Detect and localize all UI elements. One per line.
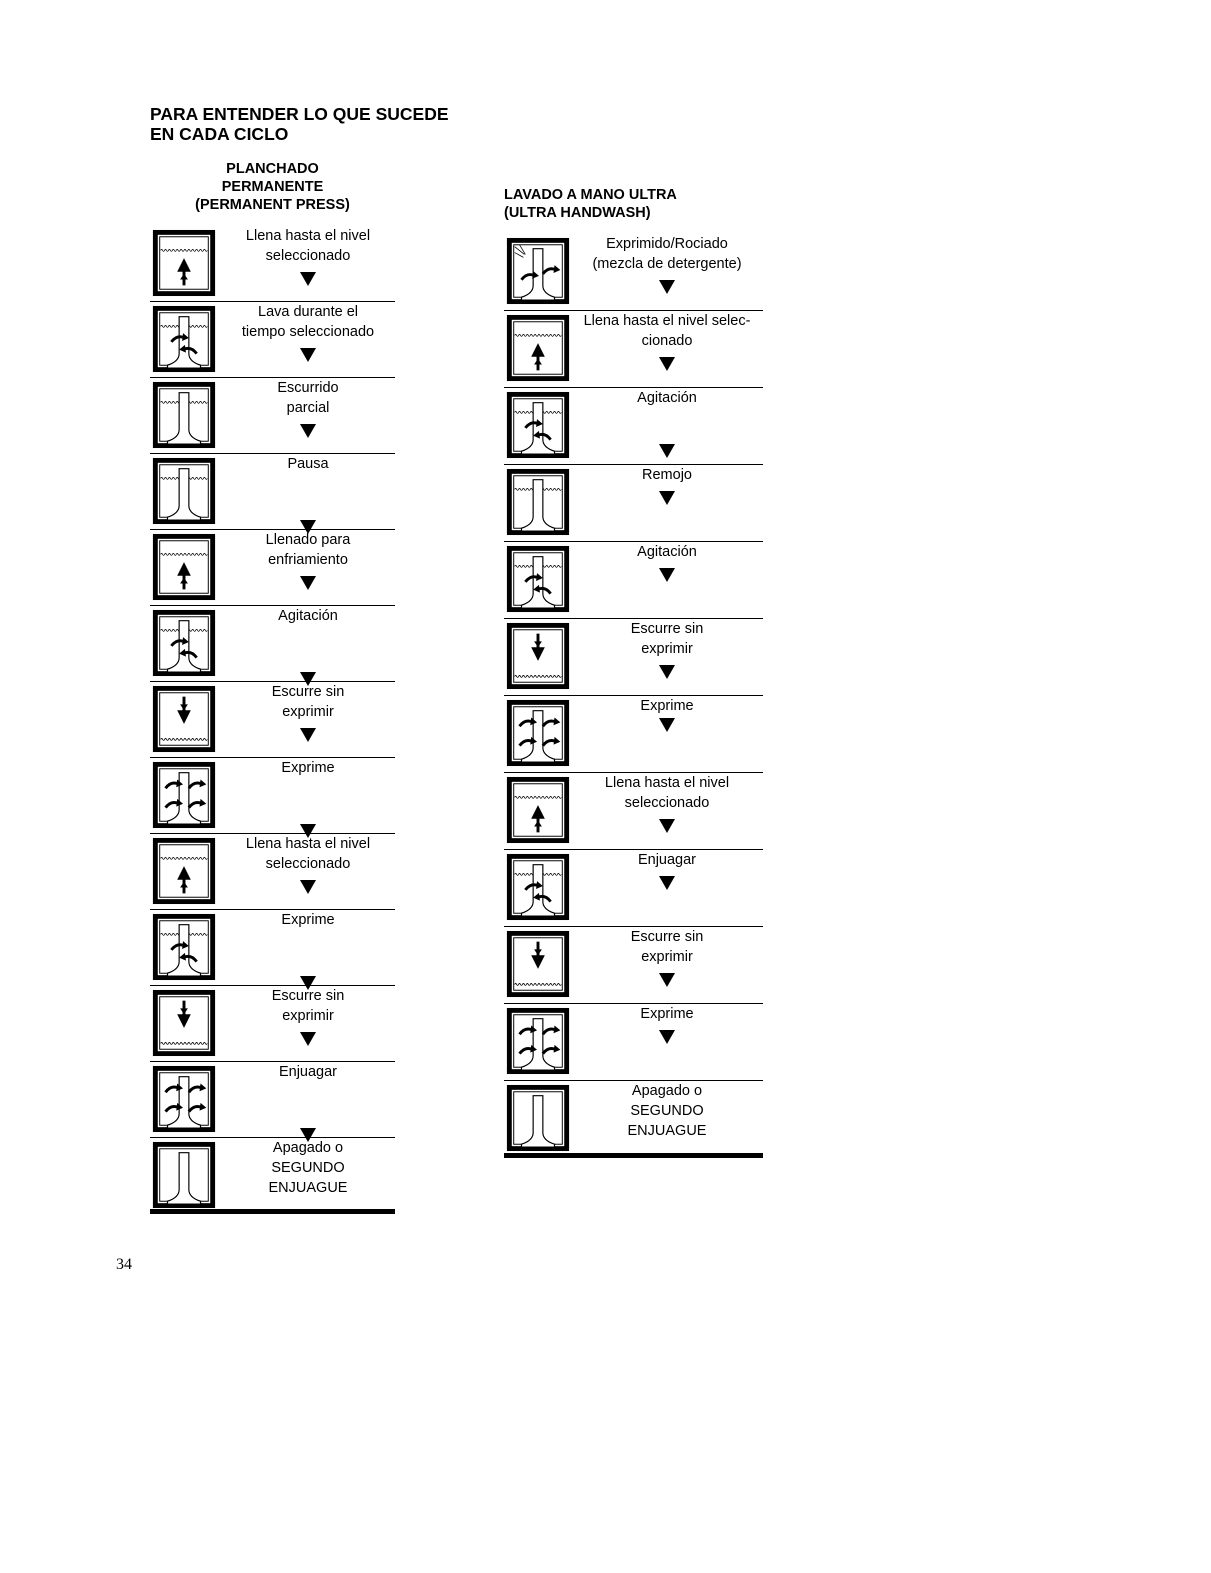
cycle-step-text (572, 927, 762, 967)
cycle-step (504, 850, 763, 927)
cycle-step-label: Llenado para (265, 532, 351, 548)
cycle-step-text (222, 910, 394, 930)
cycle-step-label: Agitación (278, 608, 338, 624)
cycle-fill-icon (150, 837, 218, 905)
next-step-arrow-icon (659, 876, 675, 890)
cycle-step (150, 758, 395, 834)
cycle-agitate-icon (504, 545, 572, 613)
cycle-drain-icon (504, 930, 572, 998)
cycle-step-label: exprimir (641, 641, 693, 657)
permanent-press-step-list (150, 226, 395, 1214)
cycle-step-text (222, 1062, 394, 1082)
cycle-step-text (572, 465, 762, 485)
cycle-step-label: Escurre sin (630, 621, 704, 637)
cycle-spin-icon (150, 1065, 218, 1133)
cycle-step-text (222, 454, 394, 474)
cycle-step-text (572, 619, 762, 659)
cycle-step-label: Llena hasta el nivel (245, 228, 371, 244)
cycle-step-label: Enjuagar (278, 1064, 338, 1080)
cycle-step-label: ENJUAGUE (627, 1123, 707, 1139)
cycle-spin-icon (150, 761, 218, 829)
next-step-arrow-icon (659, 819, 675, 833)
next-step-arrow-icon (659, 665, 675, 679)
cycle-drain-icon (504, 622, 572, 690)
next-step-arrow-icon (659, 491, 675, 505)
cycle-step (504, 311, 763, 388)
cycle-step-text (572, 388, 762, 408)
next-step-arrow-icon (659, 280, 675, 294)
cycle-step (504, 1004, 763, 1081)
cycle-step (150, 226, 395, 302)
cycle-step-text (222, 302, 394, 342)
ultra-handwash-title (504, 186, 677, 222)
cycle-agitate-icon (504, 853, 572, 921)
cycle-drain-icon (150, 685, 218, 753)
cycle-step-label: Escurre sin (271, 988, 345, 1004)
cycle-step (504, 1081, 763, 1158)
permanent-press-title (150, 160, 395, 214)
cycle-step (504, 696, 763, 773)
cycle-step (150, 1062, 395, 1138)
cycle-step-text (572, 773, 762, 813)
next-step-arrow-icon (300, 424, 316, 438)
cycle-empty-icon (150, 1141, 218, 1209)
cycle-step-text (222, 986, 394, 1026)
cycle-step-label: Lava durante el (258, 304, 358, 320)
next-step-arrow-icon (300, 880, 316, 894)
cycle-step-label: SEGUNDO (271, 1160, 345, 1176)
cycle-basket-icon (150, 457, 218, 525)
cycle-step-text (222, 530, 394, 570)
cycle-fill-icon (504, 776, 572, 844)
cycle-step-label: Escurrido (277, 380, 339, 396)
cycle-fill-icon (150, 533, 218, 601)
cycle-step-label: Agitación (637, 390, 697, 406)
cycle-step-label: Exprime (281, 760, 335, 776)
cycle-basket-icon (150, 381, 218, 449)
cycle-step-label: Agitación (637, 544, 697, 560)
cycle-step-label: Exprime (281, 912, 335, 928)
next-step-arrow-icon (659, 568, 675, 582)
cycle-step-label: ENJUAGUE (268, 1180, 348, 1196)
cycle-step-text (572, 696, 762, 716)
cycle-step-label: exprimir (641, 949, 693, 965)
cycle-step-label: Apagado o (272, 1140, 344, 1156)
cycle-step-label: exprimir (282, 1008, 334, 1024)
cycle-step-label: enfriamiento (268, 552, 348, 568)
cycle-step (150, 302, 395, 378)
cycle-agitate-icon (504, 391, 572, 459)
cycle-step-text (222, 682, 394, 722)
cycle-step (504, 927, 763, 1004)
next-step-arrow-icon (300, 272, 316, 286)
cycle-step (504, 619, 763, 696)
cycle-step-label: Llena hasta el nivel (604, 775, 730, 791)
cycle-step (504, 234, 763, 311)
cycle-step (150, 682, 395, 758)
next-step-arrow-icon (300, 1032, 316, 1046)
cycle-agitate-icon (150, 305, 218, 373)
cycle-step-text (222, 834, 394, 874)
cycle-step-text (572, 1081, 762, 1141)
cycle-step (150, 1138, 395, 1214)
cycle-step-text (222, 226, 394, 266)
ultra-handwash-title-line: LAVADO A MANO ULTRA (504, 187, 677, 203)
cycle-step (150, 986, 395, 1062)
cycle-step-label: parcial (286, 400, 330, 416)
cycle-step-label: Escurre sin (271, 684, 345, 700)
cycle-step-label: Llena hasta el nivel (245, 836, 371, 852)
cycle-step-text (572, 850, 762, 870)
cycle-step-label: Llena hasta el nivel selec- (583, 313, 751, 329)
page-heading-line-1: PARA ENTENDER LO QUE SUCEDE (150, 104, 449, 124)
cycle-basket-icon (504, 468, 572, 536)
cycle-empty-icon (504, 1084, 572, 1152)
cycle-spin-icon (504, 699, 572, 767)
cycle-step-label: Apagado o (631, 1083, 703, 1099)
next-step-arrow-icon (659, 718, 675, 732)
cycle-step-text (222, 378, 394, 418)
cycle-step (150, 378, 395, 454)
cycle-fill-icon (504, 314, 572, 382)
ultra-handwash-title-line: (ULTRA HANDWASH) (504, 205, 651, 221)
next-step-arrow-icon (659, 973, 675, 987)
cycle-drain-icon (150, 989, 218, 1057)
cycle-fill-icon (150, 229, 218, 297)
cycle-step-text (572, 1004, 762, 1024)
cycle-step-text (572, 542, 762, 562)
cycle-step-label: seleccionado (265, 248, 351, 264)
permanent-press-title-line: (PERMANENT PRESS) (195, 197, 350, 213)
cycle-step-label: exprimir (282, 704, 334, 720)
page-number: 34 (116, 1256, 132, 1273)
next-step-arrow-icon (300, 728, 316, 742)
cycle-step-text (222, 758, 394, 778)
cycle-agitate-icon (150, 913, 218, 981)
cycle-spin-icon (504, 1007, 572, 1075)
cycle-step-label: Exprime (640, 1006, 694, 1022)
next-step-arrow-icon (659, 1030, 675, 1044)
cycle-spray-icon (504, 237, 572, 305)
cycle-step-label: tiempo seleccionado (241, 324, 375, 340)
cycle-step (504, 773, 763, 850)
cycle-step-text (572, 311, 762, 351)
cycle-step-text (572, 234, 762, 274)
cycle-step (150, 834, 395, 910)
next-step-arrow-icon (659, 444, 675, 458)
permanent-press-title-line: PERMANENTE (221, 179, 324, 195)
cycle-step-label: Escurre sin (630, 929, 704, 945)
cycle-step-label: cionado (641, 333, 693, 349)
cycle-step (504, 465, 763, 542)
cycle-step-label: Pausa (287, 456, 329, 472)
cycle-step-label: SEGUNDO (630, 1103, 704, 1119)
cycle-step (504, 388, 763, 465)
next-step-arrow-icon (300, 576, 316, 590)
cycle-step (150, 454, 395, 530)
cycle-step (150, 530, 395, 606)
cycle-step-label: Remojo (642, 467, 692, 483)
cycle-agitate-icon (150, 609, 218, 677)
cycle-step (504, 542, 763, 619)
next-step-arrow-icon (300, 348, 316, 362)
cycle-step-text (222, 606, 394, 626)
cycle-step-label: (mezcla de detergente) (592, 256, 742, 272)
cycle-step (150, 910, 395, 986)
cycle-step-label: seleccionado (624, 795, 710, 811)
page-heading (150, 104, 449, 144)
page-heading-line-2: EN CADA CICLO (150, 124, 289, 144)
cycle-step-label: Exprime (640, 698, 694, 714)
cycle-step-label: seleccionado (265, 856, 351, 872)
cycle-step-text (222, 1138, 394, 1198)
cycle-step-label: Enjuagar (637, 852, 697, 868)
ultra-handwash-step-list (504, 234, 763, 1158)
permanent-press-title-line: PLANCHADO (226, 161, 319, 177)
cycle-step-label: Exprimido/Rociado (606, 236, 728, 252)
next-step-arrow-icon (659, 357, 675, 371)
cycle-step (150, 606, 395, 682)
